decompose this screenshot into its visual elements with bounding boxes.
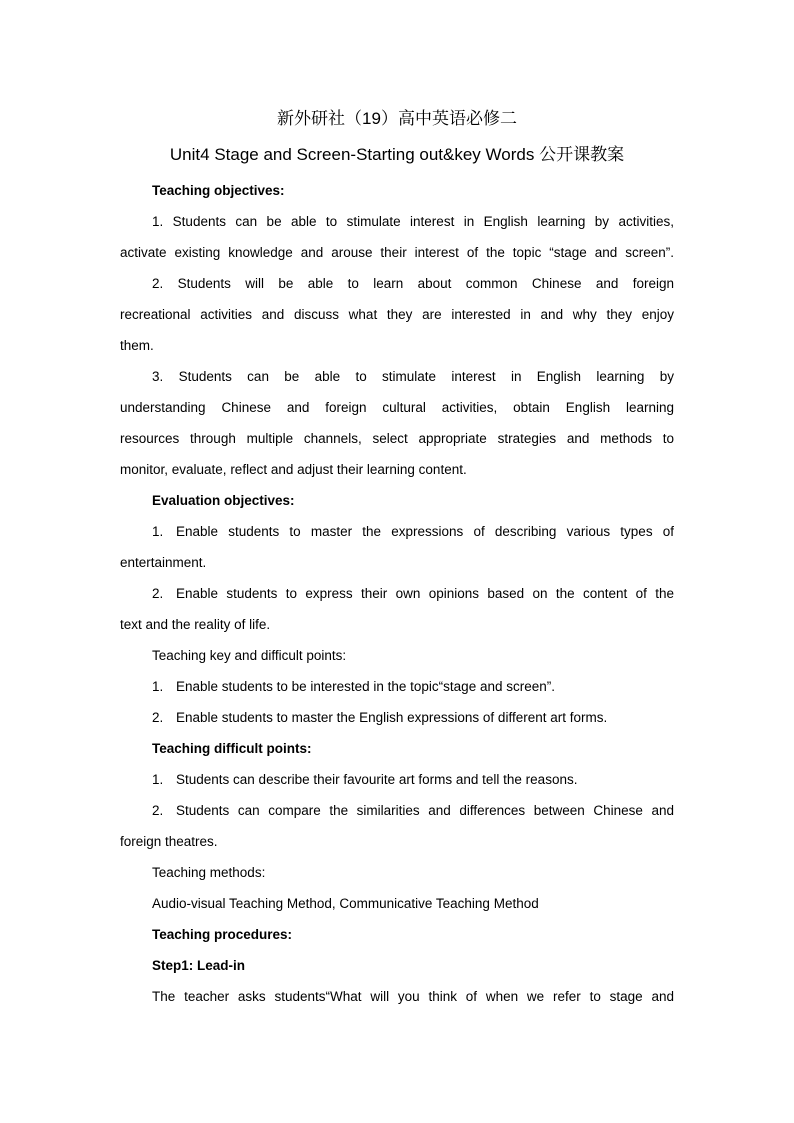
key-point-1 (120, 671, 674, 702)
objective-1-line-2: activate existing knowledge and arouse their interest of the topic “stage and screen”. (120, 245, 674, 260)
objective-3-line-1: 3. Students can be able to stimulate interest in English learning by (152, 369, 674, 384)
objective-1-line-1: 1. Students can be able to stimulate interest in English learning by activities, (152, 214, 674, 229)
teaching-objectives-heading: Teaching objectives: (152, 183, 285, 198)
objective-2-line-3: them. (120, 338, 154, 353)
objective-3-line-2: understanding Chinese and foreign cultural activities, obtain English learning (120, 400, 674, 415)
step1-line-1: The teacher asks students“What will you think of when we refer to stage and (152, 989, 674, 1004)
teaching-procedures-heading: Teaching procedures: (152, 927, 293, 942)
evaluation-2-line-2: text and the reality of life. (120, 617, 271, 632)
list-number: 1. (152, 679, 164, 694)
list-number: 2. (152, 710, 164, 725)
evaluation-1-line-1 (120, 516, 674, 547)
document-body (120, 103, 674, 1012)
document-title-english: Unit4 Stage and Screen-Starting out&key Words 公开课教案 (169, 145, 625, 164)
difficult-point-2-text: Students can compare the similarities and differences between Chinese and (176, 803, 674, 818)
evaluation-1-text: Enable students to master the expressions of describing various types of (176, 524, 674, 539)
teaching-methods-heading: Teaching methods: (152, 865, 266, 880)
difficult-point-2-line-1 (120, 795, 674, 826)
list-number: 2. (152, 803, 164, 818)
objective-2-line-2: recreational activities and discuss what they are interested in and why they enjoy (120, 307, 674, 322)
evaluation-2-line-1 (120, 578, 674, 609)
objective-3-line-3: resources through multiple channels, select appropriate strategies and methods to (120, 431, 674, 446)
list-number: 1. (152, 524, 164, 539)
evaluation-1-line-2: entertainment. (120, 555, 207, 570)
objective-2-line-1: 2. Students will be able to learn about common Chinese and foreign (152, 276, 674, 291)
list-number: 1. (152, 772, 164, 787)
document-title-chinese: 新外研社（19）高中英语必修二 (277, 109, 517, 128)
difficult-points-heading: Teaching difficult points: (152, 741, 312, 756)
key-point-2 (120, 702, 674, 733)
objective-3-line-4: monitor, evaluate, reflect and adjust their learning content. (120, 462, 467, 477)
teaching-methods-text: Audio-visual Teaching Method, Communicative Teaching Method (152, 896, 539, 911)
step1-heading: Step1: Lead-in (152, 958, 246, 973)
key-point-1-text: Enable students to be interested in the topic“stage and screen”. (176, 679, 555, 694)
key-point-2-text: Enable students to master the English expressions of different art forms. (176, 710, 608, 725)
key-points-heading: Teaching key and difficult points: (152, 648, 347, 663)
evaluation-objectives-heading: Evaluation objectives: (152, 493, 295, 508)
difficult-point-2-line-2: foreign theatres. (120, 834, 218, 849)
evaluation-2-text: Enable students to express their own opinions based on the content of the (176, 586, 674, 601)
difficult-point-1-text: Students can describe their favourite art forms and tell the reasons. (176, 772, 578, 787)
list-number: 2. (152, 586, 164, 601)
difficult-point-1 (120, 764, 674, 795)
